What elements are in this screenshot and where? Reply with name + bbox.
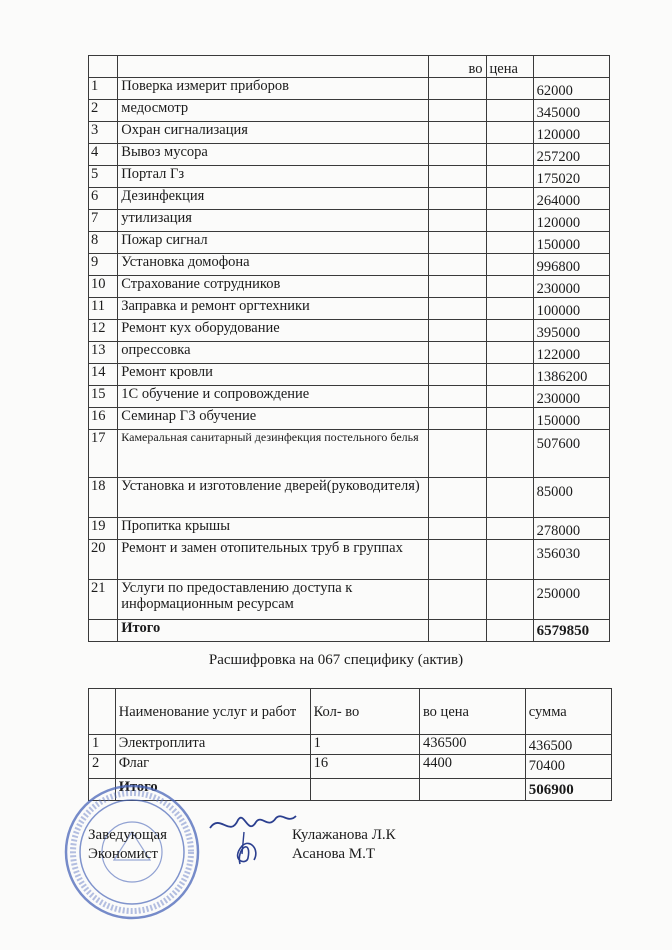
- row-qty: [428, 518, 486, 540]
- row-price: [486, 386, 533, 408]
- row-price: [486, 364, 533, 386]
- row-price: [486, 78, 533, 100]
- row-price: [486, 518, 533, 540]
- row-qty: [428, 298, 486, 320]
- table-row: [89, 298, 610, 320]
- row-price: [486, 276, 533, 298]
- table-row: [89, 408, 610, 430]
- row-sum: 100000: [533, 298, 609, 320]
- table-row: [89, 276, 610, 298]
- total-label: Итого: [115, 779, 310, 801]
- table-row: [89, 735, 612, 755]
- row-number: 16: [89, 408, 118, 430]
- total-sum: 506900: [525, 779, 611, 801]
- table-row: [89, 100, 610, 122]
- table-row: [89, 78, 610, 100]
- role-head: Заведующая: [88, 827, 168, 843]
- row-price: [486, 232, 533, 254]
- row-sum: 230000: [533, 386, 609, 408]
- row-price: [486, 100, 533, 122]
- row-price: [486, 540, 533, 580]
- table-row: [89, 320, 610, 342]
- table-row: [89, 478, 610, 518]
- row-service-name: опрессовка: [118, 342, 429, 364]
- row-sum: 436500: [525, 735, 611, 755]
- total-label: Итого: [118, 620, 429, 642]
- row-price: [486, 342, 533, 364]
- table-row: [89, 342, 610, 364]
- row-price: [486, 144, 533, 166]
- row-qty: [428, 122, 486, 144]
- header-name: [118, 56, 429, 78]
- row-sum: 70400: [525, 755, 611, 779]
- row-service-name: утилизация: [118, 210, 429, 232]
- row-service-name: Пожар сигнал: [118, 232, 429, 254]
- header-name: Наименование услуг и работ: [115, 689, 310, 735]
- row-sum: 257200: [533, 144, 609, 166]
- row-qty: [428, 580, 486, 620]
- row-service-name: Ремонт кровли: [118, 364, 429, 386]
- row-number: 15: [89, 386, 118, 408]
- total-number: [89, 620, 118, 642]
- row-qty: [428, 254, 486, 276]
- row-number: 11: [89, 298, 118, 320]
- row-price: [486, 298, 533, 320]
- row-item-name: Электроплита: [115, 735, 310, 755]
- row-sum: 278000: [533, 518, 609, 540]
- total-price: [419, 779, 525, 801]
- row-price: [486, 188, 533, 210]
- row-price: [486, 210, 533, 232]
- table-header-row: [89, 56, 610, 78]
- row-number: 20: [89, 540, 118, 580]
- row-qty: [428, 276, 486, 298]
- row-sum: 1386200: [533, 364, 609, 386]
- row-qty: [428, 386, 486, 408]
- row-price: [486, 254, 533, 276]
- row-number: 12: [89, 320, 118, 342]
- table-row: [89, 580, 610, 620]
- header-qty: Кол- во: [310, 689, 419, 735]
- handwritten-signature: [200, 808, 300, 868]
- table-row: [89, 254, 610, 276]
- row-sum: 264000: [533, 188, 609, 210]
- row-price: [486, 478, 533, 518]
- row-qty: [428, 364, 486, 386]
- row-price: [486, 122, 533, 144]
- row-price: [486, 320, 533, 342]
- total-qty: [310, 779, 419, 801]
- table-row: [89, 518, 610, 540]
- row-number: 8: [89, 232, 118, 254]
- row-qty: [428, 210, 486, 232]
- row-sum: 150000: [533, 232, 609, 254]
- row-number: 10: [89, 276, 118, 298]
- table-row: [89, 430, 610, 478]
- row-qty: [428, 342, 486, 364]
- table-row: [89, 540, 610, 580]
- row-number: 18: [89, 478, 118, 518]
- row-item-name: Флаг: [115, 755, 310, 779]
- row-service-name: Установка домофона: [118, 254, 429, 276]
- row-qty: [428, 188, 486, 210]
- row-service-name: Установка и изготовление дверей(руководителя): [118, 478, 429, 518]
- role-economist: Экономист: [88, 846, 158, 862]
- row-number: 4: [89, 144, 118, 166]
- row-sum: 122000: [533, 342, 609, 364]
- row-qty: [428, 232, 486, 254]
- total-qty: [428, 620, 486, 642]
- row-service-name: Вывоз мусора: [118, 144, 429, 166]
- row-service-name: Дезинфекция: [118, 188, 429, 210]
- row-service-name: Охран сигнализация: [118, 122, 429, 144]
- table-row: [89, 122, 610, 144]
- header-number: [89, 689, 116, 735]
- row-sum: 230000: [533, 276, 609, 298]
- row-sum: 356030: [533, 540, 609, 580]
- table-row: [89, 386, 610, 408]
- row-service-name: Ремонт и замен отопительных труб в группах: [118, 540, 429, 580]
- row-price: [486, 166, 533, 188]
- header-price: цена: [486, 56, 533, 78]
- row-sum: 175020: [533, 166, 609, 188]
- row-service-name: Страхование сотрудников: [118, 276, 429, 298]
- row-number: 9: [89, 254, 118, 276]
- name-head: Кулажанова Л.К: [292, 827, 396, 843]
- row-sum: 62000: [533, 78, 609, 100]
- row-number: 19: [89, 518, 118, 540]
- table-row: [89, 210, 610, 232]
- row-sum: 150000: [533, 408, 609, 430]
- row-service-name: Семинар ГЗ обучение: [118, 408, 429, 430]
- row-sum: 395000: [533, 320, 609, 342]
- name-economist: Асанова М.Т: [292, 846, 376, 862]
- row-number: 7: [89, 210, 118, 232]
- row-sum: 120000: [533, 122, 609, 144]
- table-row: [89, 144, 610, 166]
- row-qty: [428, 78, 486, 100]
- row-service-name: медосмотр: [118, 100, 429, 122]
- row-number: 14: [89, 364, 118, 386]
- row-sum: 120000: [533, 210, 609, 232]
- row-sum: 996800: [533, 254, 609, 276]
- row-service-name: Портал Гз: [118, 166, 429, 188]
- row-number: 17: [89, 430, 118, 478]
- specification-caption: Расшифровка на 067 спецификy (актив): [208, 652, 464, 668]
- row-qty: 16: [310, 755, 419, 779]
- row-number: 1: [89, 78, 118, 100]
- header-sum: сумма: [525, 689, 611, 735]
- table-row: [89, 364, 610, 386]
- row-service-name: 1С обучение и сопровождение: [118, 386, 429, 408]
- total-price: [486, 620, 533, 642]
- row-sum: 85000: [533, 478, 609, 518]
- row-service-name: Ремонт кух оборудование: [118, 320, 429, 342]
- header-sum: [533, 56, 609, 78]
- table-row: [89, 166, 610, 188]
- row-number: 21: [89, 580, 118, 620]
- total-row: [89, 620, 610, 642]
- row-number: 13: [89, 342, 118, 364]
- row-service-name: Заправка и ремонт оргтехники: [118, 298, 429, 320]
- table-row: [89, 188, 610, 210]
- header-number: [89, 56, 118, 78]
- row-number: 5: [89, 166, 118, 188]
- table-header-row: [89, 689, 612, 735]
- row-price: 4400: [419, 755, 525, 779]
- row-price: 436500: [419, 735, 525, 755]
- table-row: [89, 755, 612, 779]
- row-number: 2: [89, 100, 118, 122]
- row-qty: [428, 430, 486, 478]
- row-price: [486, 430, 533, 478]
- row-qty: [428, 144, 486, 166]
- row-service-name: Поверка измерит приборов: [118, 78, 429, 100]
- row-qty: [428, 100, 486, 122]
- header-qty: во: [428, 56, 486, 78]
- row-qty: [428, 408, 486, 430]
- row-qty: 1: [310, 735, 419, 755]
- row-number: 1: [89, 735, 116, 755]
- row-number: 2: [89, 755, 116, 779]
- row-qty: [428, 166, 486, 188]
- row-price: [486, 408, 533, 430]
- row-number: 6: [89, 188, 118, 210]
- services-table: [88, 55, 610, 642]
- row-service-name: Пропитка крышы: [118, 518, 429, 540]
- total-sum: 6579850: [533, 620, 609, 642]
- row-sum: 345000: [533, 100, 609, 122]
- row-price: [486, 580, 533, 620]
- table-row: [89, 232, 610, 254]
- row-sum: 250000: [533, 580, 609, 620]
- row-sum: 507600: [533, 430, 609, 478]
- header-price: во цена: [419, 689, 525, 735]
- row-qty: [428, 540, 486, 580]
- row-qty: [428, 478, 486, 518]
- row-qty: [428, 320, 486, 342]
- row-service-name: Услуги по предоставлению доступа к информационным ресурсам: [118, 580, 429, 620]
- row-number: 3: [89, 122, 118, 144]
- row-service-name: Камеральная санитарный дезинфекция постельного белья: [118, 430, 429, 478]
